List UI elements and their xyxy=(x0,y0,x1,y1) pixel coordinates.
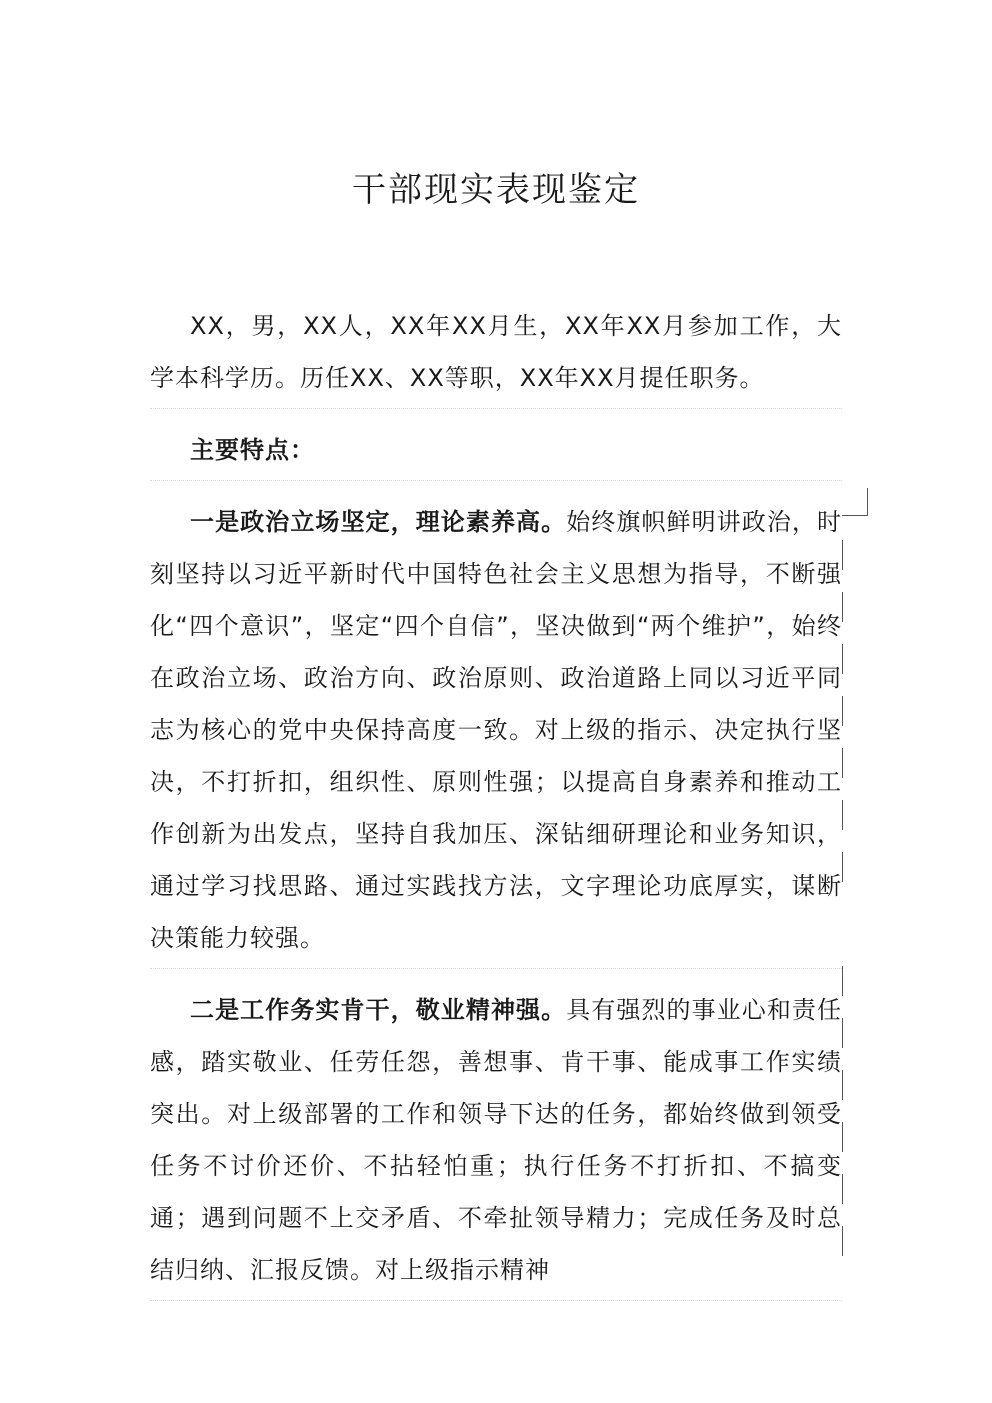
margin-mark xyxy=(842,696,843,726)
margin-mark xyxy=(842,1174,843,1204)
document-body xyxy=(150,300,842,1302)
section-heading: 主要特点： xyxy=(190,436,315,464)
margin-mark xyxy=(842,515,868,516)
point-paragraph-1 xyxy=(150,496,842,964)
margin-mark xyxy=(842,1122,843,1152)
margin-mark xyxy=(842,800,843,830)
margin-mark xyxy=(842,644,843,674)
margin-mark xyxy=(842,540,843,570)
margin-mark xyxy=(842,966,843,996)
margin-mark xyxy=(842,1226,843,1256)
point-text-1: 始终旗帜鲜明讲政治，时刻坚持以习近平新时代中国特色社会主义思想为指导，不断强化“四个意识”，坚定“四个自信”，坚决做到“两个维护”，始终在政治立场、政治方向、政治原则、政治道路上同以习近平同志为核心的党中央保持高度一致。对上级的指示、决定执行坚决，不打折扣，组织性、原则性强；以提高自身素养和推动工作创新为出发点，坚持自我加压、深钻细研理论和业务知识，通过学习找思路、通过实践找方法，文字理论功底厚实，谋断决策能力较强。 xyxy=(150,508,843,952)
divider xyxy=(150,408,842,410)
point-lead-2: 二是工作务实肯干，敬业精神强。 xyxy=(190,996,567,1024)
intro-paragraph: XX，男，XX人，XX年XX月生，XX年XX月参加工作，大学本科学历。历任XX、XX等职，XX年XX月提任职务。 xyxy=(150,312,842,392)
divider xyxy=(150,480,842,482)
margin-mark xyxy=(842,748,843,778)
margin-mark xyxy=(867,488,868,516)
divider xyxy=(150,968,842,970)
point-text-2: 具有强烈的事业心和责任感，踏实敬业、任劳任怨，善想事、肯干事、能成事工作实绩突出。对上级部署的工作和领导下达的任务，都始终做到领受任务不讨价还价、不拈轻怕重；执行任务不打折扣、不搞变通；遇到问题不上交矛盾、不牵扯领导精力；完成任务及时总结归纳、汇报反馈。对上级指示精神 xyxy=(150,996,843,1284)
margin-mark xyxy=(842,592,843,622)
point-paragraph-2 xyxy=(150,984,842,1296)
margin-mark xyxy=(842,852,843,882)
document-title: 干部现实表现鉴定 xyxy=(352,170,640,210)
point-lead-1: 一是政治立场坚定，理论素养高。 xyxy=(190,508,567,536)
divider xyxy=(150,1300,842,1302)
margin-mark xyxy=(842,1070,843,1100)
margin-mark xyxy=(842,1018,843,1048)
